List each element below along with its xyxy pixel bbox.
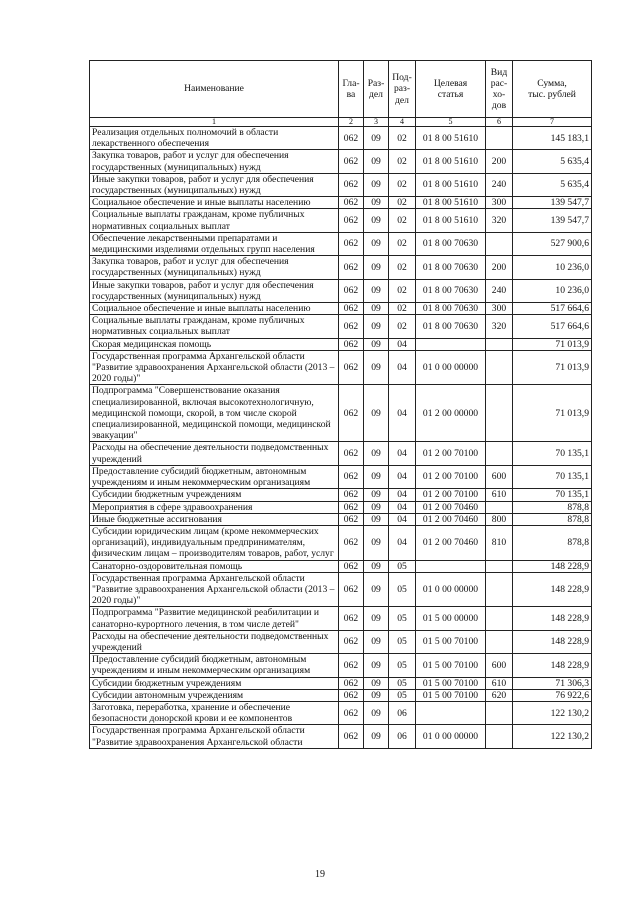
row-statya: 01 5 00 70100 [416, 630, 486, 653]
header-glava: Гла- ва [339, 61, 364, 118]
table-row [90, 150, 592, 173]
row-statya: 01 8 00 51610 [416, 127, 486, 150]
table-row [90, 501, 592, 513]
row-statya: 01 5 00 70100 [416, 677, 486, 689]
row-glava: 062 [339, 209, 364, 232]
row-podrazdel: 06 [389, 701, 416, 724]
row-razdel: 09 [364, 385, 389, 442]
row-podrazdel: 02 [389, 256, 416, 279]
row-razdel: 09 [364, 725, 389, 748]
column-number: 5 [416, 118, 486, 127]
row-glava: 062 [339, 465, 364, 488]
row-name: Социальные выплаты гражданам, кроме публичных нормативных социальных выплат [90, 209, 339, 232]
header-name: Наименование [90, 61, 339, 118]
row-name: Расходы на обеспечение деятельности подведомственных учреждений [90, 630, 339, 653]
row-vid: 800 [486, 513, 513, 525]
table-row [90, 654, 592, 677]
row-razdel: 09 [364, 127, 389, 150]
row-razdel: 09 [364, 465, 389, 488]
row-summa: 148 228,9 [513, 560, 592, 572]
row-glava: 062 [339, 150, 364, 173]
row-statya [416, 338, 486, 350]
table-row [90, 525, 592, 560]
row-name: Обеспечение лекарственными препаратами и медицинскими изделиями отдельных групп населения [90, 232, 339, 255]
row-podrazdel: 04 [389, 513, 416, 525]
row-vid: 200 [486, 256, 513, 279]
row-glava: 062 [339, 315, 364, 338]
row-vid: 610 [486, 677, 513, 689]
row-statya: 01 2 00 70100 [416, 465, 486, 488]
column-number: 7 [513, 118, 592, 127]
row-summa: 10 236,0 [513, 279, 592, 302]
row-name: Санаторно-оздоровительная помощь [90, 560, 339, 572]
row-razdel: 09 [364, 689, 389, 701]
table-row [90, 513, 592, 525]
row-razdel: 09 [364, 442, 389, 465]
table-row [90, 489, 592, 501]
row-statya [416, 701, 486, 724]
table-header-row [90, 61, 592, 118]
table-row [90, 303, 592, 315]
row-glava: 062 [339, 525, 364, 560]
row-podrazdel: 04 [389, 501, 416, 513]
row-podrazdel: 04 [389, 525, 416, 560]
row-razdel: 09 [364, 572, 389, 607]
row-statya: 01 8 00 70630 [416, 315, 486, 338]
row-glava: 062 [339, 173, 364, 196]
row-name: Субсидии юридическим лицам (кроме некоммерческих организаций), индивидуальным предпринимателям, физическим лицам – производителям товаров, работ, услуг [90, 525, 339, 560]
row-name: Субсидии бюджетным учреждениям [90, 677, 339, 689]
row-summa: 517 664,6 [513, 315, 592, 338]
row-summa: 70 135,1 [513, 442, 592, 465]
row-statya: 01 0 00 00000 [416, 572, 486, 607]
row-glava: 062 [339, 279, 364, 302]
row-statya: 01 2 00 70460 [416, 501, 486, 513]
row-podrazdel: 04 [389, 465, 416, 488]
row-statya: 01 2 00 70100 [416, 442, 486, 465]
row-razdel: 09 [364, 501, 389, 513]
row-summa: 10 236,0 [513, 256, 592, 279]
row-vid: 320 [486, 315, 513, 338]
row-name: Мероприятия в сфере здравоохранения [90, 501, 339, 513]
row-razdel: 09 [364, 303, 389, 315]
row-name: Субсидии бюджетным учреждениям [90, 489, 339, 501]
row-glava: 062 [339, 303, 364, 315]
table-row [90, 630, 592, 653]
table-row [90, 127, 592, 150]
row-razdel: 09 [364, 677, 389, 689]
row-summa: 71 013,9 [513, 350, 592, 385]
header-razdel: Раз- дел [364, 61, 389, 118]
row-vid [486, 232, 513, 255]
row-name: Подпрограмма "Совершенствование оказания специализированной, включая высокотехнологичную, медицинской помощи, скорой, в том числе скорой специализированной, медицинской помощи, медицинской эвакуации" [90, 385, 339, 442]
row-statya: 01 2 00 70100 [416, 489, 486, 501]
row-podrazdel: 05 [389, 677, 416, 689]
table-row [90, 279, 592, 302]
row-name: Расходы на обеспечение деятельности подведомственных учреждений [90, 442, 339, 465]
table-row [90, 232, 592, 255]
row-razdel: 09 [364, 173, 389, 196]
row-podrazdel: 04 [389, 489, 416, 501]
row-summa: 5 635,4 [513, 150, 592, 173]
column-number: 6 [486, 118, 513, 127]
row-podrazdel: 02 [389, 209, 416, 232]
row-razdel: 09 [364, 150, 389, 173]
row-summa: 76 922,6 [513, 689, 592, 701]
row-glava: 062 [339, 442, 364, 465]
table-row [90, 338, 592, 350]
table-row [90, 465, 592, 488]
row-vid: 240 [486, 173, 513, 196]
row-glava: 062 [339, 725, 364, 748]
row-vid: 810 [486, 525, 513, 560]
row-statya: 01 5 00 70100 [416, 654, 486, 677]
row-glava: 062 [339, 677, 364, 689]
table-row [90, 385, 592, 442]
row-razdel: 09 [364, 256, 389, 279]
row-podrazdel: 05 [389, 572, 416, 607]
row-vid [486, 350, 513, 385]
budget-table [89, 60, 592, 749]
row-name: Иные бюджетные ассигнования [90, 513, 339, 525]
row-glava: 062 [339, 701, 364, 724]
row-razdel: 09 [364, 232, 389, 255]
row-statya: 01 8 00 51610 [416, 173, 486, 196]
row-summa: 71 013,9 [513, 338, 592, 350]
table-row [90, 209, 592, 232]
row-statya: 01 8 00 70630 [416, 303, 486, 315]
row-vid: 600 [486, 465, 513, 488]
row-name: Государственная программа Архангельской области "Развитие здравоохранения Архангельской области [90, 725, 339, 748]
row-glava: 062 [339, 127, 364, 150]
row-glava: 062 [339, 256, 364, 279]
row-podrazdel: 02 [389, 279, 416, 302]
table-row [90, 689, 592, 701]
row-podrazdel: 04 [389, 385, 416, 442]
row-podrazdel: 05 [389, 654, 416, 677]
row-vid [486, 127, 513, 150]
row-vid [486, 338, 513, 350]
row-podrazdel: 02 [389, 232, 416, 255]
column-number: 4 [389, 118, 416, 127]
row-podrazdel: 05 [389, 689, 416, 701]
row-vid: 240 [486, 279, 513, 302]
row-summa: 148 228,9 [513, 630, 592, 653]
table-row [90, 560, 592, 572]
row-glava: 062 [339, 501, 364, 513]
row-razdel: 09 [364, 338, 389, 350]
row-vid [486, 572, 513, 607]
row-statya: 01 8 00 70630 [416, 232, 486, 255]
table-row [90, 197, 592, 209]
row-podrazdel: 02 [389, 173, 416, 196]
column-numbers-row [90, 118, 592, 127]
row-glava: 062 [339, 350, 364, 385]
row-statya: 01 2 00 00000 [416, 385, 486, 442]
row-podrazdel: 06 [389, 725, 416, 748]
row-glava: 062 [339, 560, 364, 572]
row-vid [486, 442, 513, 465]
row-podrazdel: 02 [389, 303, 416, 315]
row-vid [486, 725, 513, 748]
row-vid: 200 [486, 150, 513, 173]
row-name: Скорая медицинская помощь [90, 338, 339, 350]
row-name: Подпрограмма "Развитие медицинской реабилитации и санаторно-курортного лечения, в том числе детей" [90, 607, 339, 630]
header-vid: Вид рас- хо- дов [486, 61, 513, 118]
row-vid: 600 [486, 654, 513, 677]
row-statya: 01 0 00 00000 [416, 725, 486, 748]
row-podrazdel: 02 [389, 315, 416, 338]
row-vid: 320 [486, 209, 513, 232]
row-razdel: 09 [364, 701, 389, 724]
row-razdel: 09 [364, 525, 389, 560]
row-summa: 71 013,9 [513, 385, 592, 442]
row-podrazdel: 04 [389, 338, 416, 350]
row-statya: 01 8 00 51610 [416, 197, 486, 209]
row-vid: 300 [486, 197, 513, 209]
row-vid: 620 [486, 689, 513, 701]
row-podrazdel: 04 [389, 350, 416, 385]
column-number: 1 [90, 118, 339, 127]
row-razdel: 09 [364, 279, 389, 302]
column-number: 2 [339, 118, 364, 127]
row-name: Иные закупки товаров, работ и услуг для обеспечения государственных (муниципальных) нужд [90, 173, 339, 196]
header-summa: Сумма, тыс. рублей [513, 61, 592, 118]
row-statya: 01 8 00 51610 [416, 209, 486, 232]
row-glava: 062 [339, 197, 364, 209]
row-name: Социальное обеспечение и иные выплаты населению [90, 197, 339, 209]
row-summa: 878,8 [513, 525, 592, 560]
row-name: Реализация отдельных полномочий в области лекарственного обеспечения [90, 127, 339, 150]
row-name: Предоставление субсидий бюджетным, автономным учреждениям и иным некоммерческим организациям [90, 654, 339, 677]
row-name: Социальное обеспечение и иные выплаты населению [90, 303, 339, 315]
row-glava: 062 [339, 489, 364, 501]
row-vid [486, 501, 513, 513]
table-row [90, 315, 592, 338]
row-name: Заготовка, переработка, хранение и обеспечение безопасности донорской крови и ее компонентов [90, 701, 339, 724]
row-glava: 062 [339, 607, 364, 630]
row-vid: 610 [486, 489, 513, 501]
row-name: Иные закупки товаров, работ и услуг для обеспечения государственных (муниципальных) нужд [90, 279, 339, 302]
row-glava: 062 [339, 232, 364, 255]
header-podrazdel: Под- раз- дел [389, 61, 416, 118]
header-statya: Целевая статья [416, 61, 486, 118]
table-row [90, 350, 592, 385]
row-vid [486, 701, 513, 724]
row-razdel: 09 [364, 630, 389, 653]
page-number: 19 [315, 869, 325, 880]
row-summa: 878,8 [513, 513, 592, 525]
row-vid: 300 [486, 303, 513, 315]
row-podrazdel: 02 [389, 150, 416, 173]
row-podrazdel: 05 [389, 630, 416, 653]
row-statya [416, 560, 486, 572]
row-name: Государственная программа Архангельской области "Развитие здравоохранения Архангельской области (2013 – 2020 годы)" [90, 572, 339, 607]
row-name: Предоставление субсидий бюджетным, автономным учреждениям и иным некоммерческим организациям [90, 465, 339, 488]
row-glava: 062 [339, 630, 364, 653]
table-row [90, 677, 592, 689]
row-name: Государственная программа Архангельской области "Развитие здравоохранения Архангельской области (2013 – 2020 годы)" [90, 350, 339, 385]
table-row [90, 572, 592, 607]
row-vid [486, 607, 513, 630]
row-summa: 527 900,6 [513, 232, 592, 255]
row-summa: 145 183,1 [513, 127, 592, 150]
table-row [90, 173, 592, 196]
row-statya: 01 5 00 00000 [416, 607, 486, 630]
table-row [90, 256, 592, 279]
row-razdel: 09 [364, 607, 389, 630]
table-row [90, 442, 592, 465]
row-name: Социальные выплаты гражданам, кроме публичных нормативных социальных выплат [90, 315, 339, 338]
row-podrazdel: 04 [389, 442, 416, 465]
row-glava: 062 [339, 338, 364, 350]
row-glava: 062 [339, 385, 364, 442]
row-razdel: 09 [364, 513, 389, 525]
row-razdel: 09 [364, 654, 389, 677]
row-statya: 01 2 00 70460 [416, 525, 486, 560]
table-row [90, 725, 592, 748]
row-summa: 148 228,9 [513, 607, 592, 630]
row-razdel: 09 [364, 350, 389, 385]
row-razdel: 09 [364, 209, 389, 232]
row-razdel: 09 [364, 197, 389, 209]
row-podrazdel: 02 [389, 127, 416, 150]
row-summa: 122 130,2 [513, 725, 592, 748]
row-vid [486, 630, 513, 653]
row-glava: 062 [339, 689, 364, 701]
row-summa: 517 664,6 [513, 303, 592, 315]
row-name: Субсидии автономным учреждениям [90, 689, 339, 701]
row-summa: 5 635,4 [513, 173, 592, 196]
row-summa: 148 228,9 [513, 572, 592, 607]
row-summa: 70 135,1 [513, 465, 592, 488]
table-row [90, 607, 592, 630]
row-glava: 062 [339, 572, 364, 607]
row-razdel: 09 [364, 560, 389, 572]
row-summa: 71 306,3 [513, 677, 592, 689]
row-summa: 878,8 [513, 501, 592, 513]
row-statya: 01 5 00 70100 [416, 689, 486, 701]
row-statya: 01 0 00 00000 [416, 350, 486, 385]
row-glava: 062 [339, 654, 364, 677]
row-podrazdel: 05 [389, 607, 416, 630]
table-body [90, 127, 592, 749]
table-row [90, 701, 592, 724]
row-summa: 122 130,2 [513, 701, 592, 724]
row-name: Закупка товаров, работ и услуг для обеспечения государственных (муниципальных) нужд [90, 256, 339, 279]
row-vid [486, 385, 513, 442]
row-summa: 148 228,9 [513, 654, 592, 677]
row-statya: 01 8 00 51610 [416, 150, 486, 173]
row-razdel: 09 [364, 489, 389, 501]
row-summa: 70 135,1 [513, 489, 592, 501]
row-summa: 139 547,7 [513, 197, 592, 209]
row-summa: 139 547,7 [513, 209, 592, 232]
row-glava: 062 [339, 513, 364, 525]
row-statya: 01 8 00 70630 [416, 256, 486, 279]
row-statya: 01 2 00 70460 [416, 513, 486, 525]
column-number: 3 [364, 118, 389, 127]
row-name: Закупка товаров, работ и услуг для обеспечения государственных (муниципальных) нужд [90, 150, 339, 173]
row-podrazdel: 02 [389, 197, 416, 209]
row-razdel: 09 [364, 315, 389, 338]
row-statya: 01 8 00 70630 [416, 279, 486, 302]
row-vid [486, 560, 513, 572]
row-podrazdel: 05 [389, 560, 416, 572]
